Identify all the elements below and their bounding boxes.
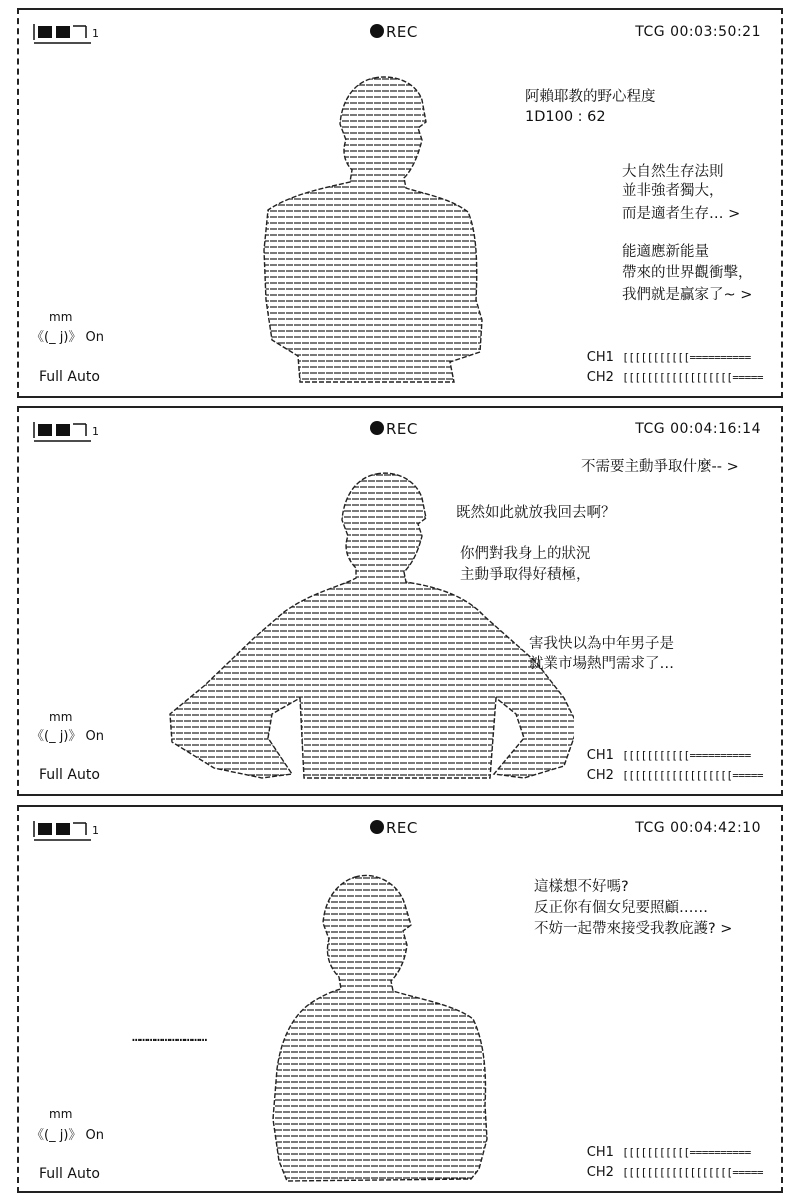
dialogue-line-5: 害我快以為中年男子是 (529, 636, 674, 652)
audio-channels (587, 348, 763, 388)
dialogue-line-4: 主動爭取得好積極， (460, 567, 591, 583)
camera-panel-3 (17, 805, 783, 1193)
rec-label: REC (386, 420, 418, 438)
zoom-mm-label: mm (49, 310, 73, 324)
battery-indicator: 1 (92, 27, 99, 40)
ch2-level-meter: [[[[[[[[[[[[[[[[[[===== (622, 371, 763, 384)
dialogue-line-1: 阿賴耶教的野心程度 (525, 89, 656, 105)
ch1-level-meter: [[[[[[[[[[[========== (622, 1146, 751, 1159)
ch2-level-meter: [[[[[[[[[[[[[[[[[[===== (622, 1166, 763, 1179)
camera-panel-2 (17, 406, 783, 796)
timecode: TCG 00:04:16:14 (635, 421, 761, 437)
dialogue-line-5: 而是適者生存… > (622, 206, 741, 222)
record-dot-icon (370, 820, 384, 834)
dialogue-line-4: 並非強者獨大， (622, 183, 724, 199)
ch2-label: CH2 (586, 768, 614, 783)
ascii-figure-turned (259, 869, 499, 1189)
dialogue-line-3: 不妨一起帶來接受我教庇護? > (534, 921, 733, 937)
battery-indicator: 1 (92, 425, 99, 438)
zoom-mm-label: mm (49, 1107, 73, 1121)
dialogue-line-1: 這樣想不好嗎? (534, 879, 629, 895)
audio-channels (587, 1143, 763, 1183)
record-dot-icon (370, 24, 384, 38)
dialogue-line-1: 不需要主動爭取什麼-- > (581, 459, 739, 475)
ellipsis-speech: ………………………… (132, 1029, 207, 1045)
rec-indicator (370, 420, 418, 438)
zoom-mm-label: mm (49, 710, 73, 724)
ascii-figure-standing (254, 70, 494, 390)
camera-panel-1 (17, 8, 783, 398)
dialogue-line-2: 1D100 : 62 (525, 109, 606, 125)
dialogue-line-3: 你們對我身上的狀況 (460, 546, 591, 562)
stabilizer-status: 《(_ j)》 On (31, 330, 104, 345)
rec-indicator (370, 23, 418, 41)
audio-channels (587, 746, 763, 786)
timecode: TCG 00:03:50:21 (635, 24, 761, 40)
timecode: TCG 00:04:42:10 (635, 820, 761, 836)
ch1-level-meter: [[[[[[[[[[[========== (622, 749, 751, 762)
dialogue-line-7: 帶來的世界觀衝擊， (622, 265, 753, 281)
dialogue-line-3: 大自然生存法則 (622, 164, 724, 180)
shooting-mode: Full Auto (39, 1166, 100, 1182)
dialogue-line-2: 反正你有個女兒要照顧…… (534, 900, 708, 916)
ch2-label: CH2 (586, 1165, 614, 1180)
dialogue-line-8: 我們就是贏家了~ > (622, 287, 753, 303)
ch2-label: CH2 (586, 370, 614, 385)
dialogue-line-6: 能適應新能量 (622, 244, 709, 260)
rec-label: REC (386, 23, 418, 41)
record-dot-icon (370, 421, 384, 435)
shooting-mode: Full Auto (39, 369, 100, 385)
rec-indicator (370, 819, 418, 837)
stabilizer-status: 《(_ j)》 On (31, 729, 104, 744)
shooting-mode: Full Auto (39, 767, 100, 783)
ch1-label: CH1 (586, 748, 614, 763)
ch2-level-meter: [[[[[[[[[[[[[[[[[[===== (622, 769, 763, 782)
dialogue-line-6: 就業市場熱門需求了… (529, 656, 674, 672)
battery-indicator: 1 (92, 824, 99, 837)
ch1-label: CH1 (586, 1145, 614, 1160)
ch1-label: CH1 (586, 350, 614, 365)
ch1-level-meter: [[[[[[[[[[[========== (622, 351, 751, 364)
rec-label: REC (386, 819, 418, 837)
stabilizer-status: 《(_ j)》 On (31, 1128, 104, 1143)
dialogue-line-2: 既然如此就放我回去啊？ (456, 505, 616, 521)
